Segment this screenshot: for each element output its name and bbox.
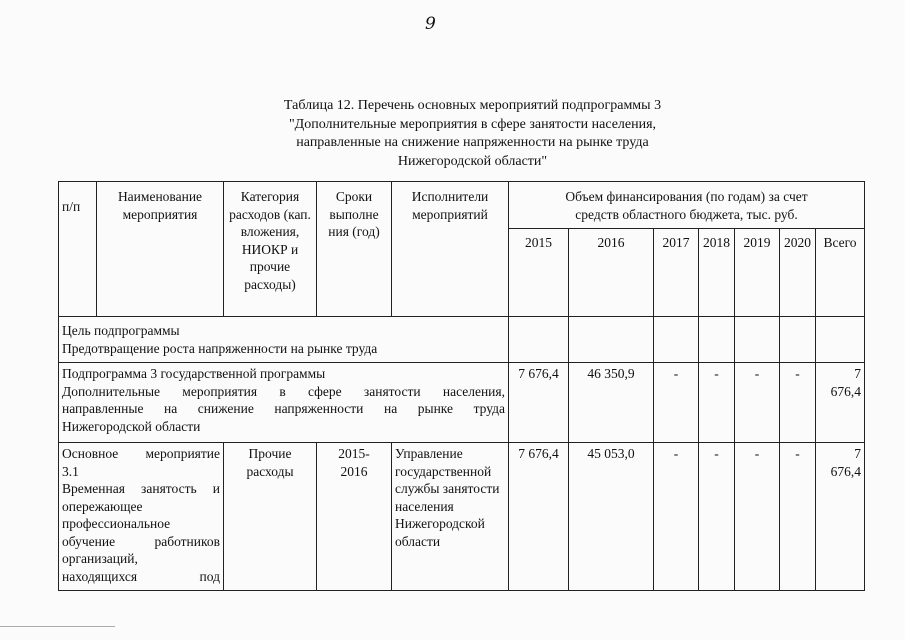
activity-line: организаций, <box>62 551 138 566</box>
financing-table <box>58 181 865 591</box>
subprogram-cell <box>59 363 509 443</box>
activity-line: профессиональное <box>62 516 171 531</box>
header-category: Категория расходов (кап. вложения, НИОКР и прочие расходы) <box>224 182 317 317</box>
scan-artifact-line <box>0 626 115 627</box>
header-year-2018: 2018 <box>699 229 735 317</box>
goal-cell <box>59 317 509 363</box>
value-2018: - <box>699 363 735 443</box>
header-terms: Сроки выполне ния (год) <box>317 182 392 317</box>
activity-name-cell <box>59 443 224 591</box>
header-total: Всего <box>816 229 865 317</box>
goal-empty <box>735 317 780 363</box>
activity-category: Прочие расходы <box>224 443 317 591</box>
value-2018: - <box>699 443 735 591</box>
title-line: направленные на снижение напряженности на рынке труда <box>296 135 649 150</box>
activity-line: 3.1 <box>62 463 79 479</box>
goal-empty <box>699 317 735 363</box>
activity-line: обучение работников <box>62 533 220 549</box>
header-year-2020: 2020 <box>780 229 816 317</box>
value-total: 7 676,4 <box>816 363 865 443</box>
header-year-2019: 2019 <box>735 229 780 317</box>
subprogram-line: Нижегородской области <box>62 418 201 434</box>
value-2019: - <box>735 363 780 443</box>
goal-empty <box>569 317 654 363</box>
header-executors: Исполнители мероприятий <box>392 182 509 317</box>
subprogram-line: направленные на снижение напряженности на рынке труда <box>62 401 505 416</box>
activity-line: опережающее <box>62 498 143 514</box>
header-year-2017: 2017 <box>654 229 699 317</box>
title-line: Нижегородской области" <box>397 153 548 169</box>
title-line: "Дополнительные мероприятия в сфере занятости населения, <box>288 116 657 132</box>
header-year-2016: 2016 <box>569 229 654 317</box>
subprogram-line: Дополнительные мероприятия в сфере занятости населения, <box>62 383 505 399</box>
header-name: Наименование мероприятия <box>97 182 224 317</box>
subprogram-line: Подпрограмма 3 государственной программы <box>62 366 326 381</box>
goal-text: Предотвращение роста напряженности на рынке труда <box>62 340 378 356</box>
subprogram-row <box>59 363 865 443</box>
goal-empty <box>816 317 865 363</box>
table-title <box>240 97 705 171</box>
goal-empty <box>509 317 569 363</box>
goal-empty <box>654 317 699 363</box>
header-funding: Объем финансирования (по годам) за счет средств областного бюджета, тыс. руб. <box>509 182 865 229</box>
value-2016: 46 350,9 <box>569 363 654 443</box>
value-2019: - <box>735 443 780 591</box>
value-2020: - <box>780 443 816 591</box>
activity-row <box>59 443 865 591</box>
value-2015: 7 676,4 <box>509 363 569 443</box>
value-2017: - <box>654 443 699 591</box>
goal-label: Цель подпрограммы <box>62 323 180 338</box>
value-2017: - <box>654 363 699 443</box>
activity-line: Основное мероприятие <box>62 446 220 461</box>
page-number: 9 <box>425 14 436 34</box>
activity-terms: 2015-2016 <box>317 443 392 591</box>
value-total: 7 676,4 <box>816 443 865 591</box>
goal-row <box>59 317 865 363</box>
value-2015: 7 676,4 <box>509 443 569 591</box>
activity-executor: Управление государственной службы занятости населения Нижегородской области <box>392 443 509 591</box>
value-2016: 45 053,0 <box>569 443 654 591</box>
activity-line: Временная занятость и <box>62 481 220 496</box>
header-num: п/п <box>59 182 97 317</box>
value-2020: - <box>780 363 816 443</box>
title-line: Таблица 12. Перечень основных мероприятий подпрограммы 3 <box>283 98 662 113</box>
header-year-2015: 2015 <box>509 229 569 317</box>
goal-empty <box>780 317 816 363</box>
activity-line: находящихся под <box>62 568 220 584</box>
